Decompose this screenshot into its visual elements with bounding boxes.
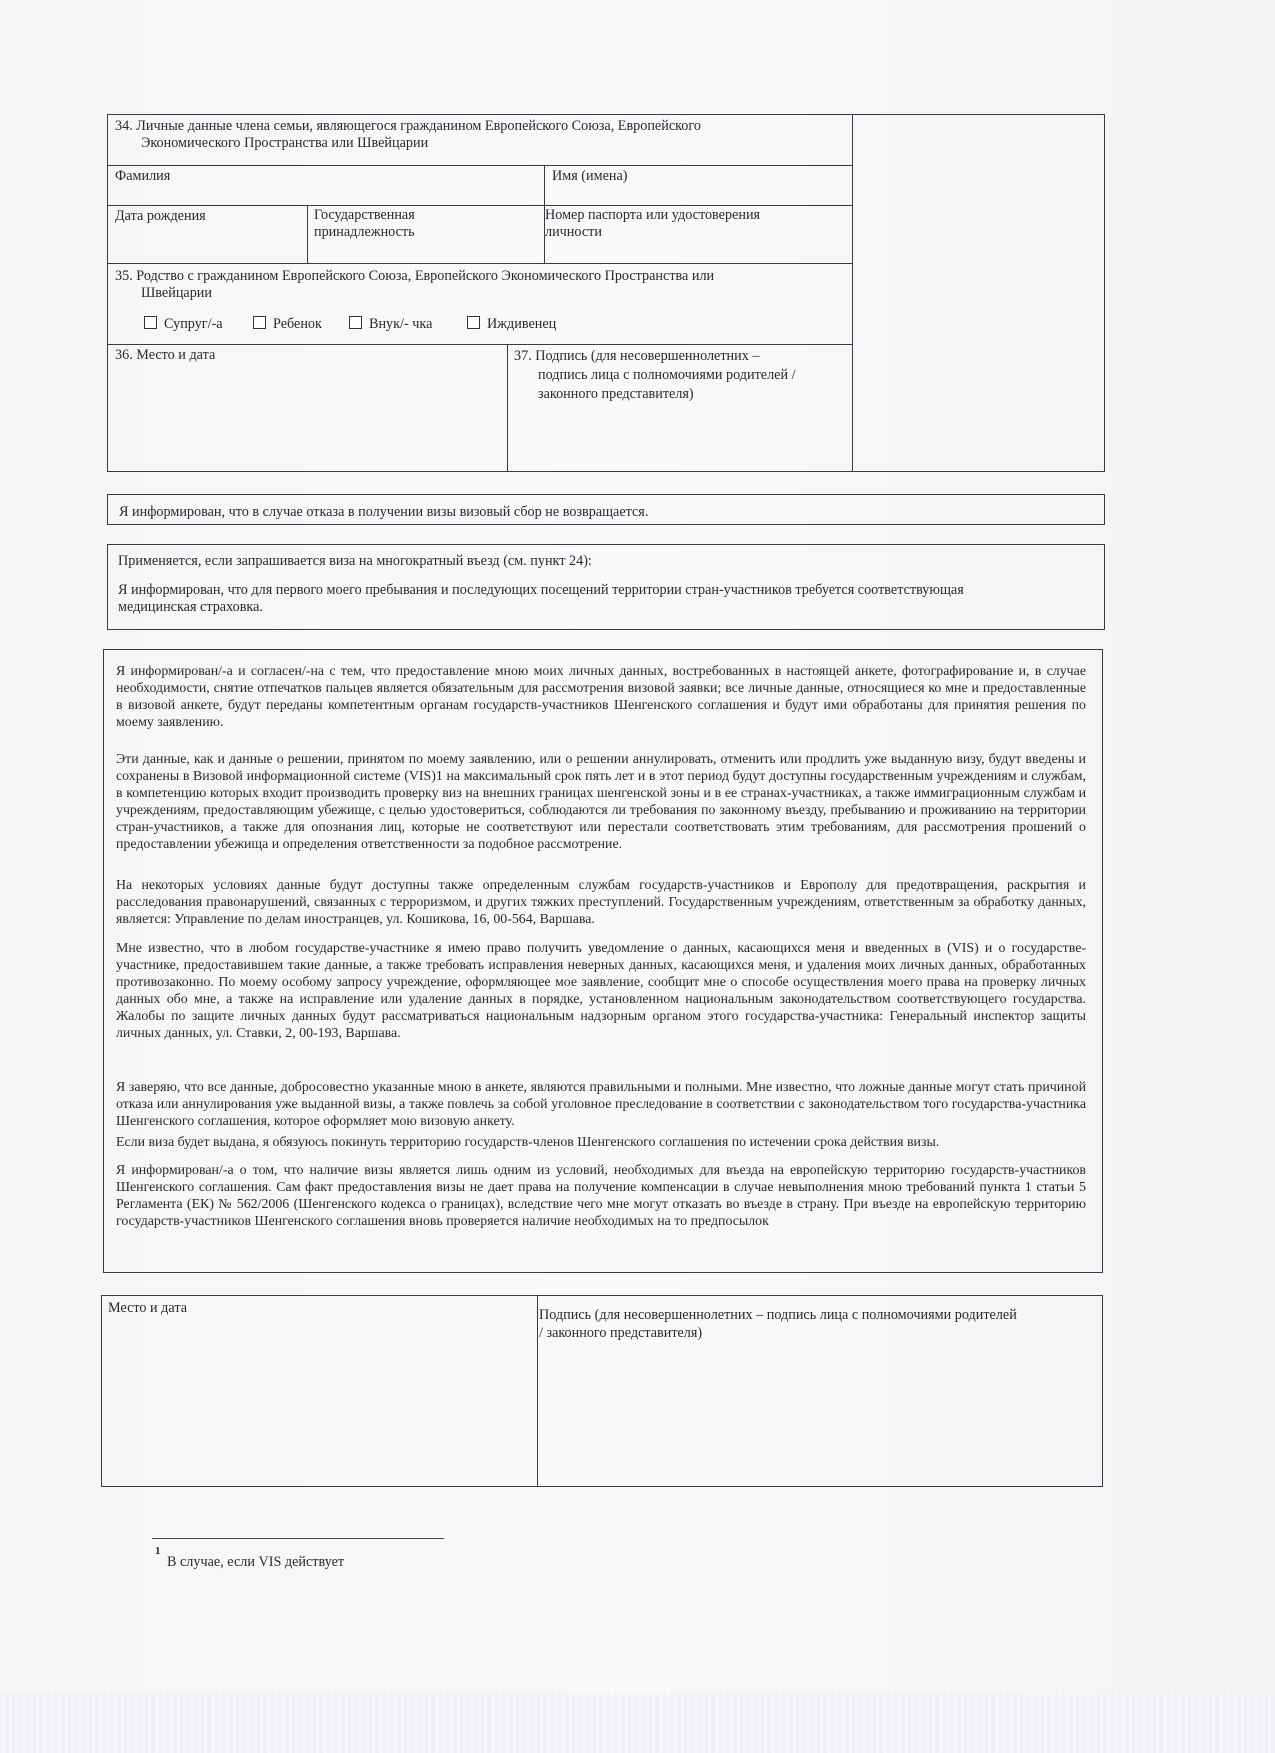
checkbox-square[interactable] xyxy=(253,316,266,329)
section35-title-line1: 35. Родство с гражданином Европейского Союза, Европейского Экономического Пространства или xyxy=(115,268,715,284)
insurance-notice-line1: Применяется, если запрашивается виза на многократный въезд (см. пункт 24): xyxy=(118,553,592,569)
checkbox-square[interactable] xyxy=(467,316,480,329)
signature-field-line2: / законного представителя) xyxy=(539,1325,703,1341)
consent-paragraph-6: Если виза будет выдана, я обязуюсь покинуть территорию государств-членов Шенгенского соглашения по истечении срока действия визы. xyxy=(116,1135,940,1150)
place-date-field-36[interactable]: 36. Место и дата xyxy=(115,347,216,363)
right-column-divider xyxy=(852,114,853,472)
passport-field-line2: личности xyxy=(545,224,602,240)
insurance-notice-line3: медицинская страховка. xyxy=(118,599,263,615)
passport-field-line1[interactable]: Номер паспорта или удостоверения xyxy=(545,207,761,223)
nationality-field-line2: принадлежность xyxy=(314,224,415,240)
section34-title-line1: 34. Личные данные члена семьи, являющегося гражданином Европейского Союза, Европейского xyxy=(115,118,701,134)
footnote-mark: 1 xyxy=(155,1545,161,1557)
place-date-field[interactable]: Место и дата xyxy=(108,1300,187,1316)
fee-notice-text: Я информирован, что в случае отказа в получении визы визовый сбор не возвращается. xyxy=(119,504,649,520)
signature-field-37-line1[interactable]: 37. Подпись (для несовершеннолетних – xyxy=(514,348,760,364)
consent-paragraph-2: Эти данные, как и данные о решении, принятом по моему заявлению, или о решении аннулировать, отменить или продлить уже выданную визу, будут введены и сохранены в Визовой информационной системе (VIS)1 на максимальный срок пять лет и в этот период будут доступны государственным учреждениям и службам, в компетенцию которых входит производить проверку виз на внешних границах шенгенской зоны и в ее странах-участниках, а также иммиграционным службам и учреждениям, предоставляющим убежище, с целью удостовериться, соблюдаются ли требования по законному въезду, пребыванию и проживанию на территории стран-участников, а также для опознания лиц, которые не соответствуют или перестали соответствовать этим требованиям, для рассмотрения прошений о предоставлении убежища и определения ответственности за подобное рассмотрение. xyxy=(116,752,1086,852)
checkbox-child[interactable]: Ребенок xyxy=(253,316,322,333)
surname-field[interactable]: Фамилия xyxy=(115,168,171,184)
consent-paragraph-1: Я информирован/-а и согласен/-на с тем, что предоставление мною моих личных данных, востребованных в настоящей анкете, фотографирование и, в случае необходимости, снятие отпечатков пальцев является обязательным для рассмотрения визовой заявки; все личные данные, относящиеся ко мне и предоставленные в визовой анкете, будут переданы компетентным органам государств-участников Шенгенского соглашения и будут ими обработаны для принятия решения по моему заявлению. xyxy=(116,664,1086,730)
signature-field-37-line2: подпись лица с полномочиями родителей / xyxy=(538,367,796,383)
insurance-notice-line2: Я информирован, что для первого моего пребывания и последующих посещений территории стран-участников требуется соответствующая xyxy=(118,582,964,598)
section35-title-line2: Швейцарии xyxy=(141,285,212,301)
checkbox-square[interactable] xyxy=(349,316,362,329)
checkbox-spouse[interactable]: Супруг/-а xyxy=(144,316,223,333)
consent-paragraph-7: Я информирован/-а о том, что наличие визы является лишь одним из условий, необходимых для въезда на европейскую территорию государств-участников Шенгенского соглашения. Сам факт предоставления визы не дает права на получение компенсации в случае невыполнения мною требований пункта 1 статьи 5 Регламента (ЕК) № 562/2006 (Шенгенского кодекса о границах), вследствие чего мне могут отказать во въезде в страну. При въезде на европейскую территорию государств-участников Шенгенского соглашения вновь проверяется наличие необходимых на то предпосылок xyxy=(116,1163,1086,1229)
checkbox-dependent[interactable]: Иждивенец xyxy=(467,316,556,333)
consent-paragraph-3: На некоторых условиях данные будут доступны также определенным службам государств-участников и Европолу для предотвращения, раскрытия и расследования правонарушений, связанных с терроризмом, и других тяжких преступлений. Государственным учреждениям, ответственным за обработку данных, является: Управление по делам иностранцев, ул. Кошикова, 16, 00-564, Варшава. xyxy=(116,878,1086,927)
nationality-field-line1[interactable]: Государственная xyxy=(314,207,415,223)
checkbox-grandchild[interactable]: Внук/- чка xyxy=(349,316,432,333)
scan-edge-artifact xyxy=(0,1693,1275,1753)
footnote-rule xyxy=(152,1538,444,1539)
section34-title-line2: Экономического Пространства или Швейцарии xyxy=(141,135,429,151)
signature-field-line1[interactable]: Подпись (для несовершеннолетних – подпись лица с полномочиями родителей xyxy=(539,1307,1017,1323)
consent-paragraph-4: Мне известно, что в любом государстве-участнике я имею право получить уведомление о данных, касающихся меня и введенных в (VIS) и о государстве-участнике, предоставившем такие данные, а также требовать исправления неверных данных, касающихся меня, и удаления моих личных данных, обработанных противозаконно. По моему особому запросу учреждение, оформляющее мое заявление, сообщит мне о способе осуществления моего права на проверку личных данных обо мне, а также на исправление или удаление данных в порядке, установленном национальным законодательством соответствующего государства. Жалобы по защите личных данных будут рассматриваться национальным надзорным органом этого государства-участника: Генеральный инспектор защиты личных данных, ул. Ставки, 2, 00-193, Варшава. xyxy=(116,941,1086,1041)
footnote-text: В случае, если VIS действует xyxy=(167,1554,345,1570)
consent-paragraph-5: Я заверяю, что все данные, добросовестно указанные мною в анкете, являются правильными и полными. Мне известно, что ложные данные могут стать причиной отказа или аннулирования уже выданной визы, а также повлечь за собой уголовное преследование в соответствии с законодательством того государства-участника Шенгенского соглашения, которое оформляет мою визовую анкету. xyxy=(116,1080,1086,1129)
given-names-field[interactable]: Имя (имена) xyxy=(552,168,628,184)
signature-field-37-line3: законного представителя) xyxy=(538,386,694,402)
birth-date-field[interactable]: Дата рождения xyxy=(115,208,206,224)
checkbox-square[interactable] xyxy=(144,316,157,329)
